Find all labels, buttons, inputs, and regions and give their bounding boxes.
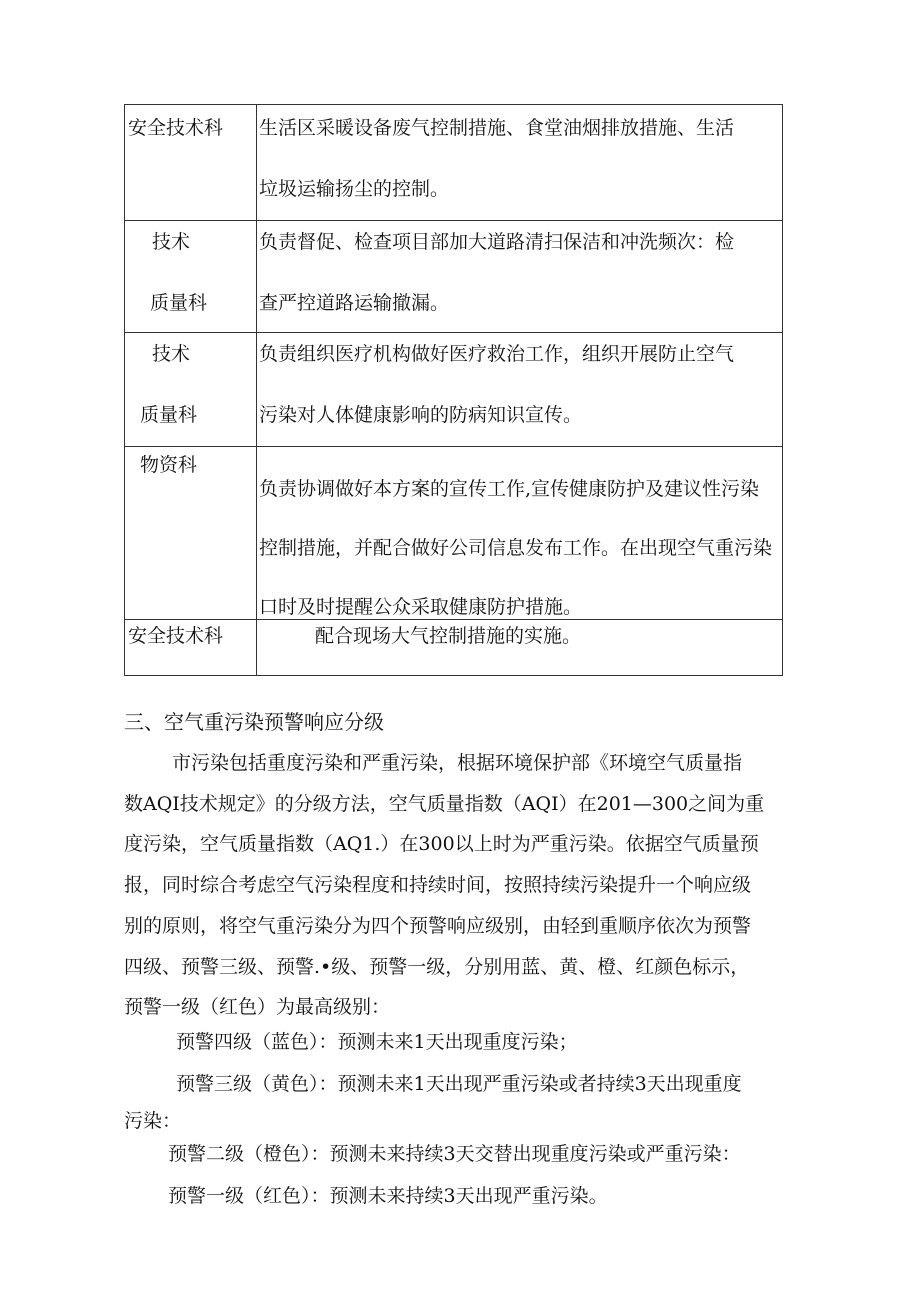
warning-level-orange: 预警二级（橙色）：预测未来持续3天交替出现重度污染或严重污染： [168,1143,741,1165]
table-row [125,447,783,620]
table-row [125,105,783,221]
duty-cell: 负责组织医疗机构做好医疗救治工作，组织开展防止空气 污染对人体健康影响的防病知识宣传。 [257,333,783,447]
table-row [125,620,783,676]
table-row [125,221,783,333]
department-cell: 技术 质量科 [125,221,257,333]
warning-level-yellow-cont: 污染： [124,1110,182,1132]
department-cell: 安全技术科 [125,620,257,676]
duty-cell: 负责协调做好本方案的宣传工作,宣传健康防护及建议性污染 控制措施，并配合做好公司信息发布工作。在出现空气重污染 口时及时提醒公众采取健康防护措施。 [257,447,783,620]
responsibility-table [124,104,783,676]
department-cell: 物资科 [125,447,257,620]
table-row [125,333,783,447]
body-paragraph: 市污染包括重度污染和严重污染，根据环境保护部《环境空气质量指 数AQI技术规定》的分级方法，空气质量指数（AQI）在201—300之间为重 度污染，空气质量指数（AQ1.）在300以上时为严重污染。依据空气质量预 报，同时综合考虑空气污染程度和持续时间，按照持续污染提升一个响应级 别的原则，将空气重污染分为四个预警响应级别，由轻到重顺序依次为预警 四级、预警三级、预警.•级、预警一级，分别用蓝、黄、橙、红颜色标示， 预警一级（红色）为最高级别： [124,752,765,1019]
department-cell: 安全技术科 [125,105,257,221]
duty-cell: 生活区采暖设备废气控制措施、食堂油烟排放措施、生活 垃圾运输扬尘的控制。 [257,105,783,221]
duty-cell: 负责督促、检查项目部加大道路清扫保洁和冲洗频次：检 查严控道路运输撤漏。 [257,221,783,333]
duty-cell: 配合现场大气控制措施的实施。 [257,620,783,676]
section-heading: 三、空气重污染预警响应分级 [124,710,384,734]
warning-level-red: 预警一级（红色）：预测未来持续3天出现严重污染。 [168,1185,608,1207]
warning-level-yellow: 预警三级（黄色）：预测未来1天出现严重污染或者持续3天出现重度 [176,1073,742,1095]
warning-level-blue: 预警四级（蓝色）：预测未来1天出现重度污染； [176,1031,578,1053]
department-cell: 技术 质量科 [125,333,257,447]
